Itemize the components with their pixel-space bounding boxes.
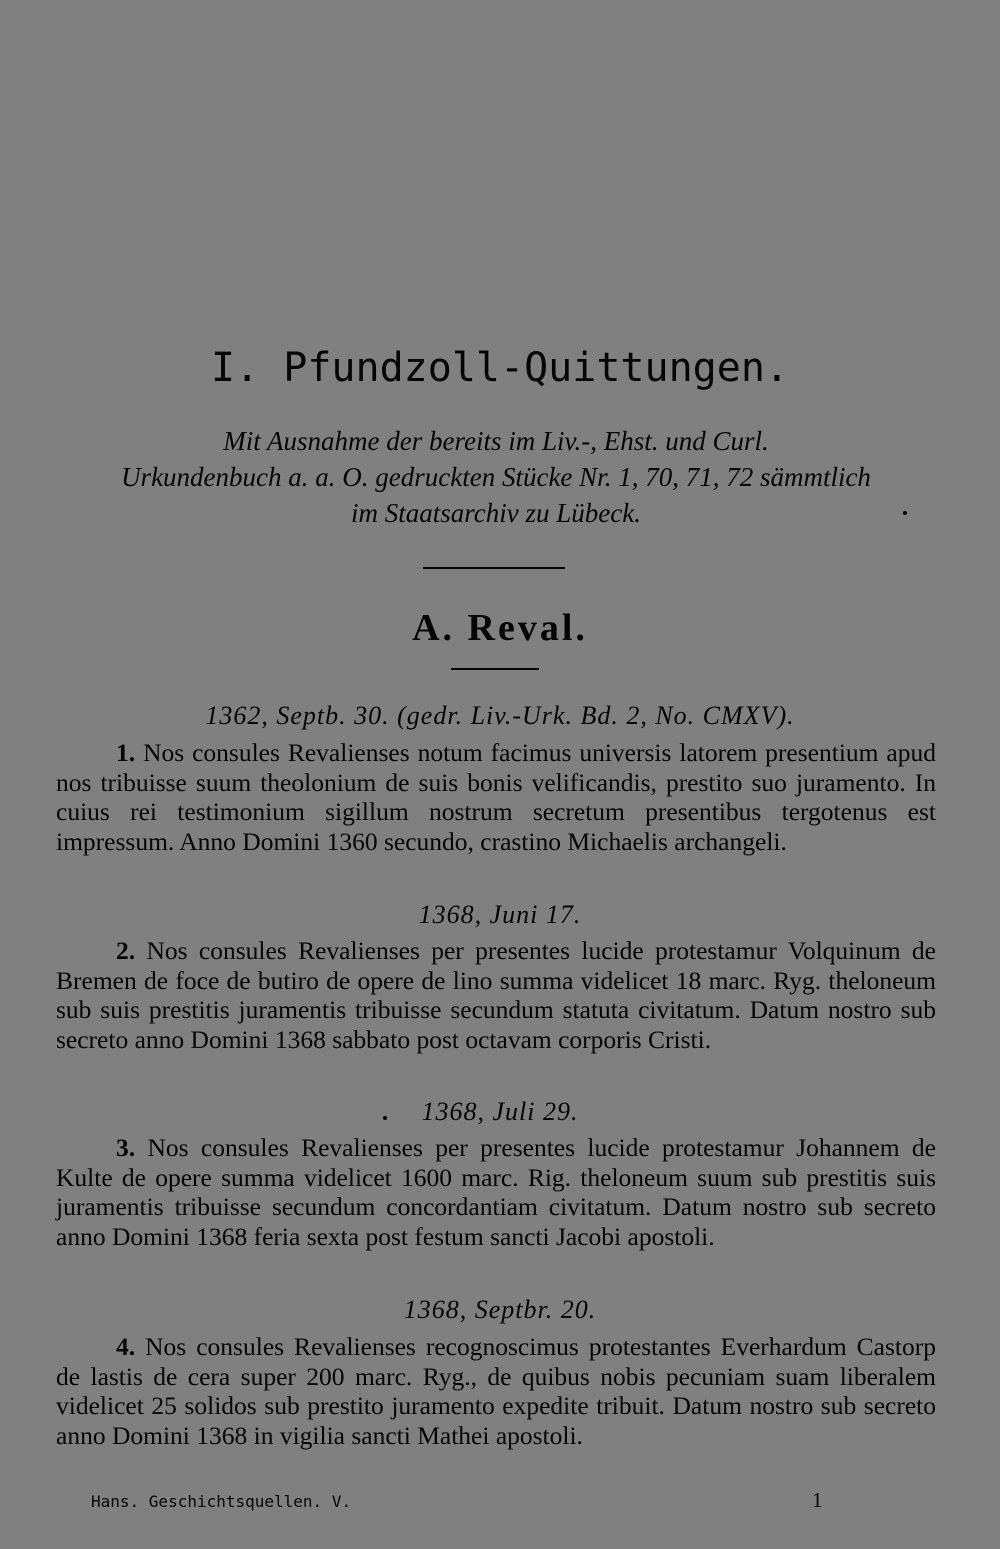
entry-date-heading: 1362, Septb. 30. (gedr. Liv.-Urk. Bd. 2, No. CMXV). <box>205 701 795 730</box>
entry-text: Nos consules Revalienses per presentes lucide protestamur Johannem de Kulte de opere summa videlicet 1600 marc. Rig. theloneum suum sub prestitis suis juramentis tribuisse secundum concordantiam civitatum. Datum nostro sub secreto anno Domini 1368 feria sexta post festum sancti Jacobi apostoli. <box>56 1133 936 1251</box>
entry-text: Nos consules Revalienses per presentes lucide protestamur Volquinum de Bremen de foce de butiro de opere de lino summa videlicet 18 marc. Ryg. theloneum sub suis prestitis juramentis tribuisse secundum statuta civitatum. Datum nostro sub secreto anno Domini 1368 sabbato post octavam corporis Cristi. <box>56 936 936 1054</box>
entry-date-heading: 1368, Juli 29. <box>421 1097 579 1126</box>
section-heading: A. Reval. <box>412 607 588 649</box>
entry-number: 3. <box>116 1133 136 1162</box>
chapter-subtitle <box>56 423 936 531</box>
entry-date-heading: 1368, Juni 17. <box>418 900 582 929</box>
entry-number: 4. <box>116 1332 136 1361</box>
entry-paragraph <box>56 738 936 856</box>
divider-rule <box>451 668 539 670</box>
entry-paragraph <box>56 936 936 1054</box>
entry-number: 2. <box>116 936 136 965</box>
entry-paragraph <box>56 1332 936 1450</box>
page-number: 1 <box>812 1488 823 1512</box>
divider-rule <box>423 567 565 569</box>
subtitle-line: Urkundenbuch a. a. O. gedruckten Stücke Nr. 1, 70, 71, 72 sämmtlich <box>121 462 871 492</box>
print-speck <box>903 511 907 515</box>
entry-text: Nos consules Revalienses recognoscimus protestantes Everhardum Castorp de lastis de cera super 200 marc. Ryg., de quibus nobis pecuniam suam liberalem videlicet 25 solidos sub prestito juramento expedite tribuit. Datum nostro sub secreto anno Domini 1368 in vigilia sancti Mathei apostoli. <box>56 1332 937 1450</box>
entry-date-heading: 1368, Septbr. 20. <box>403 1295 597 1324</box>
subtitle-line: im Staatsarchiv zu Lübeck. <box>351 498 641 528</box>
chapter-title: I. Pfundzoll-Quittungen. <box>211 345 789 391</box>
entry-paragraph <box>56 1133 936 1251</box>
entry-number: 1. <box>116 738 136 767</box>
entry-text: Nos consules Revalienses notum facimus universis latorem presentium apud nos tribuisse suum theolonium de suis bonis velificandis, prestito suo juramento. In cuius rei testimonium sigillum nostrum secretum presentibus tergotenus est impressum. Anno Domini 1360 secundo, crastino Michaelis archangeli. <box>56 738 936 856</box>
subtitle-line: Mit Ausnahme der bereits im Liv.-, Ehst. und Curl. <box>223 426 769 456</box>
footer-source: Hans. Geschichtsquellen. V. <box>91 1492 352 1511</box>
